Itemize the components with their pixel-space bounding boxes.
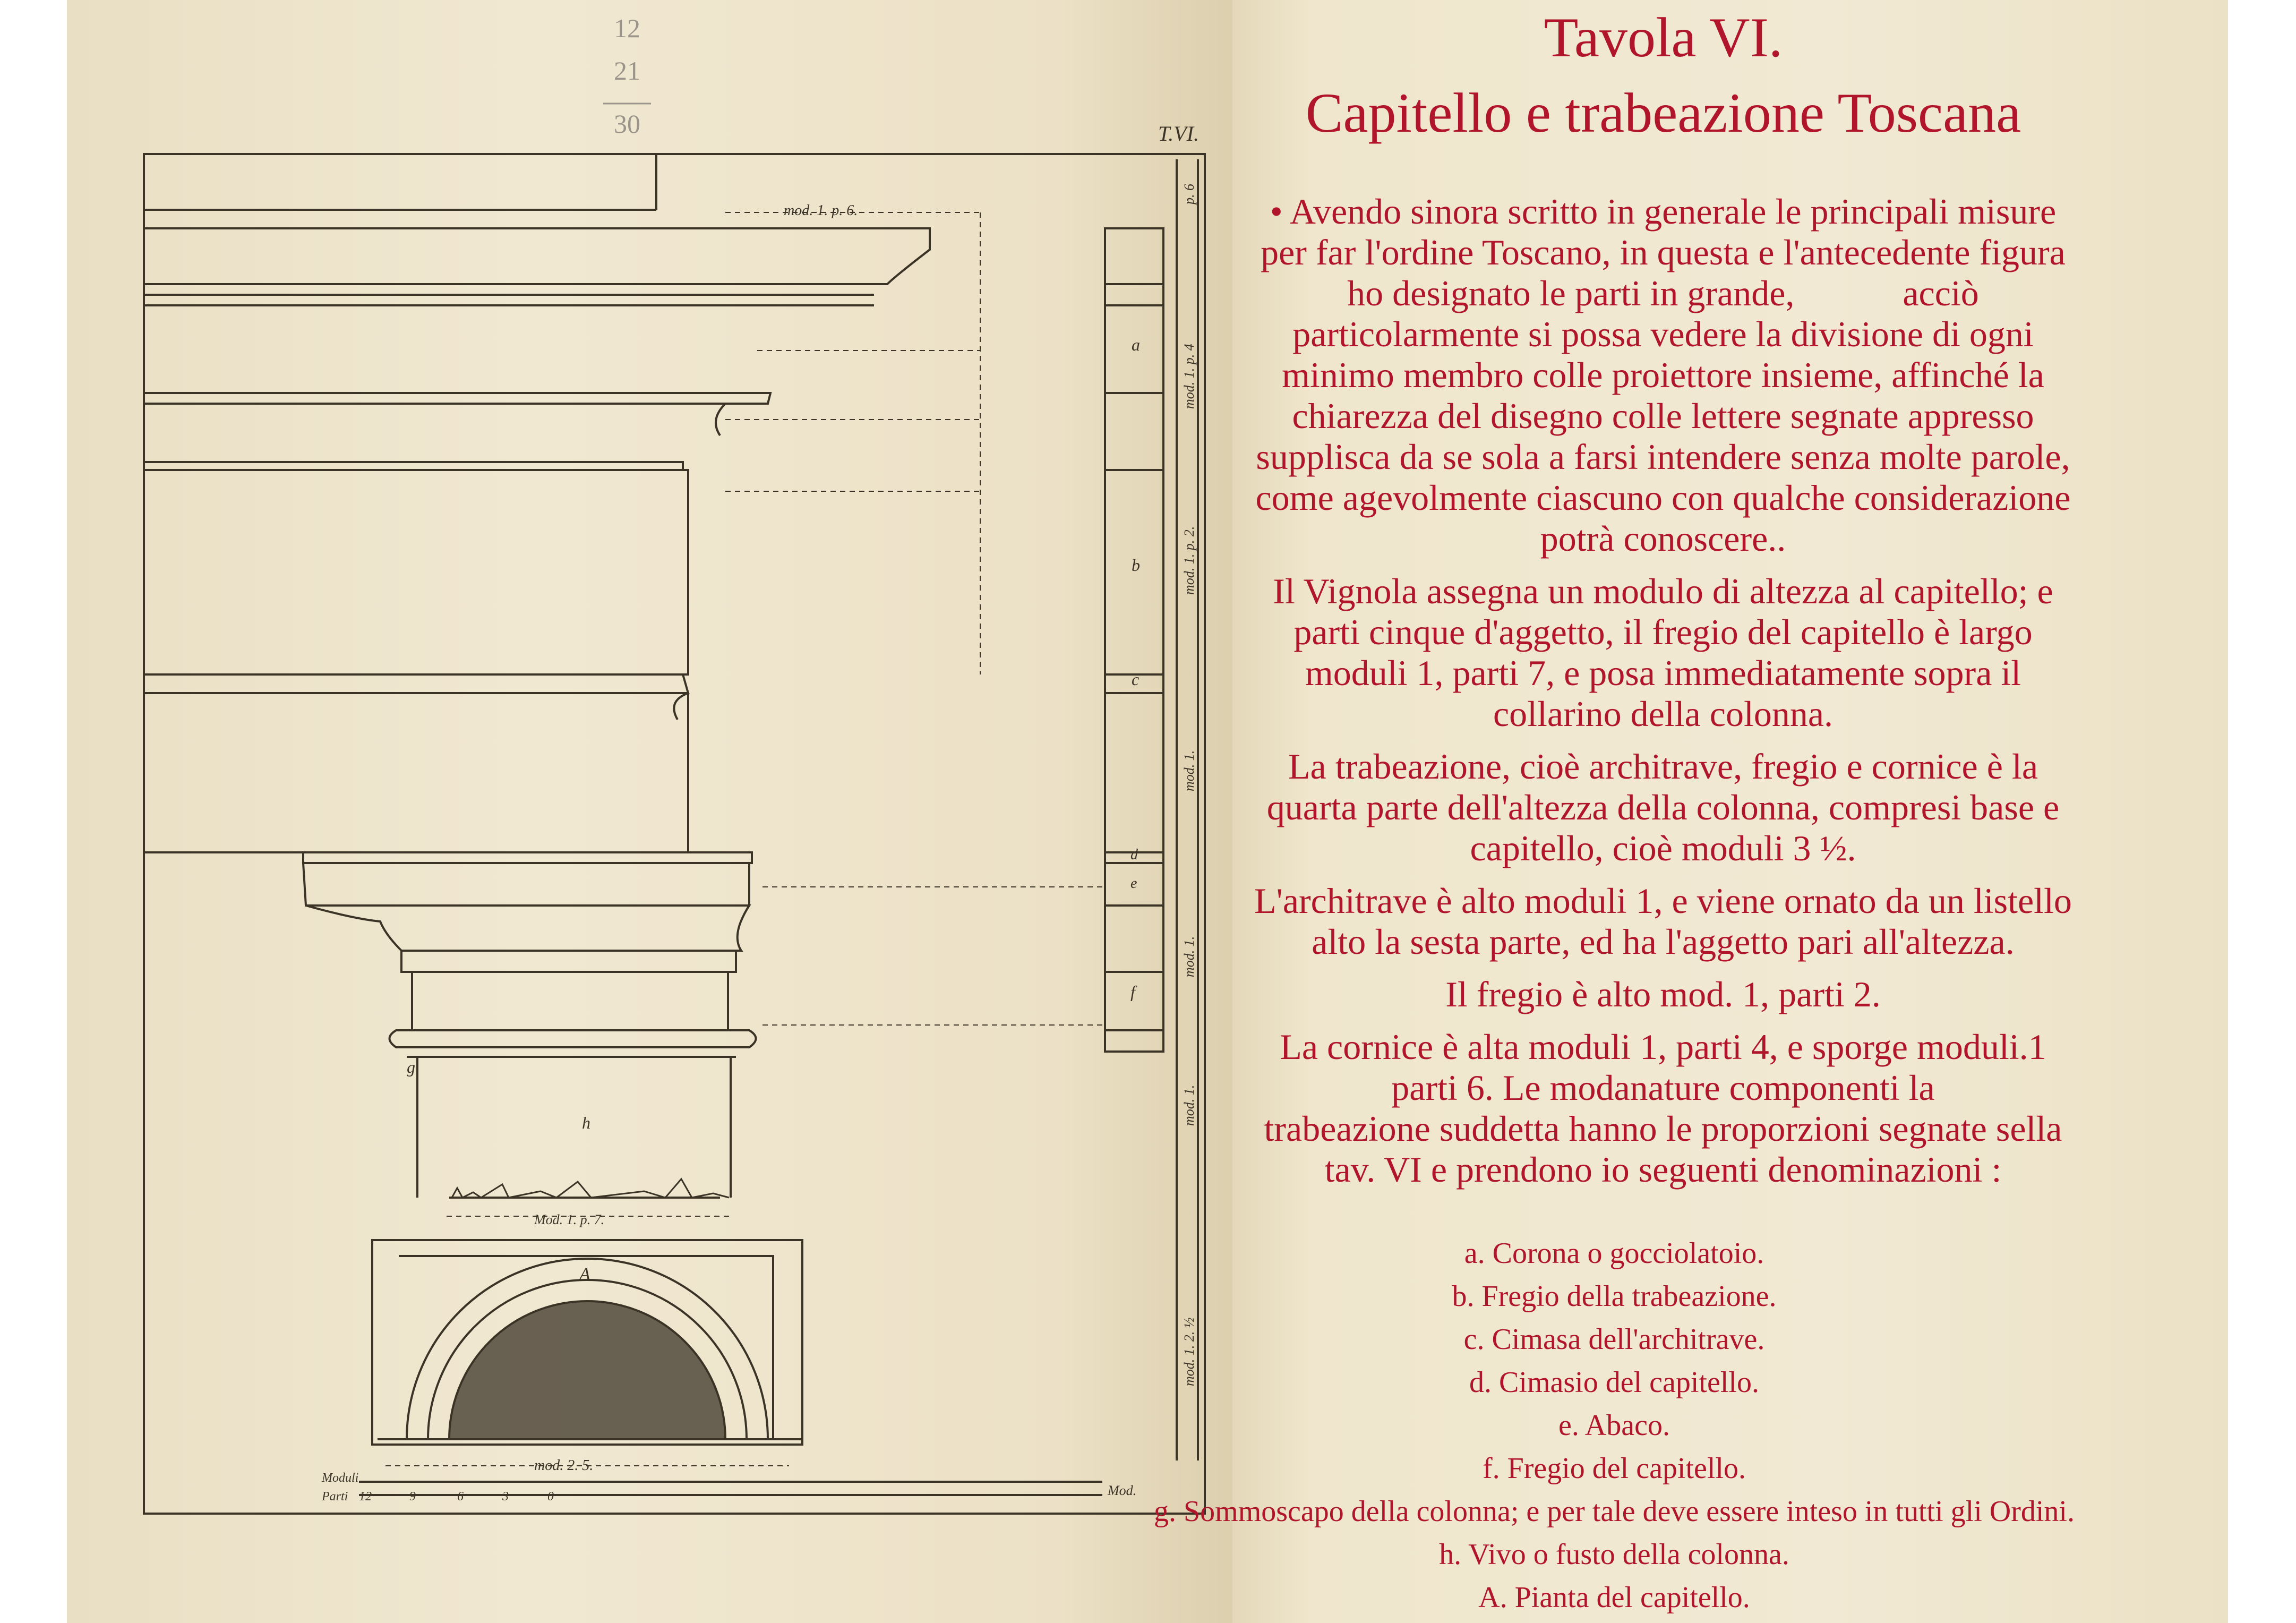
legend-item: f. Fregio del capitello. [1482, 1452, 1746, 1485]
letter-f: f [1130, 982, 1135, 1001]
abaco [303, 863, 749, 906]
dim-mod-1-b: mod. 1. [1181, 936, 1197, 977]
dim-p-6: p. 6 [1181, 184, 1197, 204]
pencil-note-2: 21 [614, 56, 640, 86]
letter-e: e [1130, 875, 1137, 892]
text-line: collarino della colonna. [1493, 694, 1834, 734]
scale-moduli: Moduli [322, 1471, 359, 1485]
paragraph-cornice [1180, 1027, 2146, 1190]
dim-mod-1-p-2: mod. 1. p. 2. [1181, 526, 1197, 595]
paragraph-trabeazione [1180, 746, 2146, 869]
text-line: quarta parte dell'altezza della colonna, compresi base e [1266, 787, 2060, 827]
letter-d: d [1130, 847, 1138, 863]
legend-item: b. Fregio della trabeazione. [1452, 1280, 1777, 1313]
legend-item: e. Abaco. [1558, 1409, 1670, 1442]
dim-mod-2-5: mod. 2. 5. [534, 1457, 594, 1474]
dim-mod-1-2-half: mod. 1. 2. ½ [1181, 1317, 1197, 1386]
text-line: moduli 1, parti 7, e posa immediatamente sopra il [1305, 653, 2021, 693]
plan-hatching [449, 1301, 725, 1439]
text-line: tav. VI e prendono io seguenti denominazioni : [1324, 1149, 2002, 1190]
letter-A: A [579, 1265, 590, 1284]
text-line: potrà conoscere.. [1540, 518, 1786, 559]
paragraph-architrave [1180, 881, 2146, 962]
body-text [1180, 191, 2146, 1202]
text-line: Il Vignola assegna un modulo di altezza al capitello; e [1273, 571, 2053, 611]
plate-number: T.VI. [1158, 122, 1200, 146]
cornice-corona [144, 228, 930, 284]
text-line: parti 6. Le modanature componenti la [1391, 1067, 1935, 1108]
text-line: supplisca da se sola a farsi intendere senza molte parole, [1256, 437, 2070, 477]
page-title: Tavola VI. [1544, 6, 1783, 69]
text-line: alto la sesta parte, ed ha l'aggetto pari all'altezza. [1312, 921, 2015, 962]
legend-item: d. Cimasio del capitello. [1469, 1366, 1759, 1399]
text-line: particolarmente si possa vedere la divisione di ogni [1292, 314, 2034, 354]
scale-parti: Parti [322, 1490, 348, 1504]
scale-tick-12: 12 [359, 1490, 372, 1504]
letter-g: g [407, 1057, 415, 1077]
text-line: per far l'ordine Toscano, in questa e l'antecedente figura [1261, 232, 2066, 272]
text-line: • Avendo sinora scritto in generale le principali misure [1270, 191, 2057, 232]
text-line: minimo membro colle proiettore insieme, affinché la [1282, 355, 2044, 395]
paragraph-fregio [1180, 974, 2146, 1015]
text-line: capitello, cioè moduli 3 ½. [1470, 828, 1856, 868]
legend-item: a. Corona o gocciolatoio. [1464, 1237, 1764, 1270]
page-subtitle: Capitello e trabeazione Toscana [1305, 82, 2021, 144]
text-line: ho designato le parti in grande, acciò [1347, 273, 1979, 313]
dim-mod-1-p-4: mod. 1. p. 4 [1181, 344, 1197, 409]
paragraph-intro [1180, 191, 2146, 559]
capital-cimasio [303, 852, 752, 863]
pencil-note-1: 12 [614, 13, 640, 43]
dim-mod-1-p-7: Mod. 1. p. 7. [534, 1212, 605, 1227]
text-line: La trabeazione, cioè architrave, fregio e cornice è la [1288, 746, 2038, 787]
letter-b: b [1132, 556, 1140, 575]
capital-frieze-f [412, 972, 728, 1030]
letter-a: a [1132, 335, 1140, 354]
legend-item: A. Pianta del capitello. [1478, 1581, 1750, 1614]
echinus [306, 906, 749, 951]
paragraph-capitello [1180, 571, 2146, 734]
letter-h: h [582, 1113, 590, 1132]
dim-mod-1-c: mod. 1. [1181, 1084, 1197, 1126]
architrave [144, 693, 688, 852]
text-line: trabeazione suddetta hanno le proporzioni segnate sella [1264, 1108, 2062, 1149]
pencil-note-3: 30 [614, 109, 640, 139]
legend-item: c. Cimasa dell'architrave. [1463, 1323, 1765, 1356]
legend-item: g. Sommoscapo della colonna; e per tale deve essere inteso in tutti gli Ordini. [1153, 1495, 2075, 1528]
text-line: chiarezza del disegno colle lettere segnate appresso [1292, 396, 2034, 436]
dim-mod-1: mod. 1. [1181, 750, 1197, 791]
text-line: parti cinque d'aggetto, il fregio del capitello è largo [1293, 612, 2033, 652]
scale-tick-9: 9 [409, 1490, 416, 1504]
legend-item: h. Vivo o fusto della colonna. [1439, 1538, 1789, 1571]
dim-mod-1-p-6: mod. 1. p. 6. [784, 202, 858, 219]
frieze-b [144, 470, 688, 674]
text-line: La cornice è alta moduli 1, parti 4, e sporge moduli.1 [1280, 1027, 2046, 1067]
text-line: Il fregio è alto mod. 1, parti 2. [1445, 974, 1881, 1014]
letter-c: c [1132, 670, 1140, 689]
scale-mod: Mod. [1108, 1483, 1137, 1498]
legend-list [1004, 1232, 2225, 1619]
text-line: come agevolmente ciascuno con qualche considerazione [1255, 477, 2071, 518]
text-line: L'architrave è alto moduli 1, e viene ornato da un listello [1254, 881, 2072, 921]
scale-tick-3: 3 [502, 1490, 509, 1504]
scale-tick-6: 6 [457, 1490, 464, 1504]
scale-tick-0: 0 [547, 1490, 554, 1504]
